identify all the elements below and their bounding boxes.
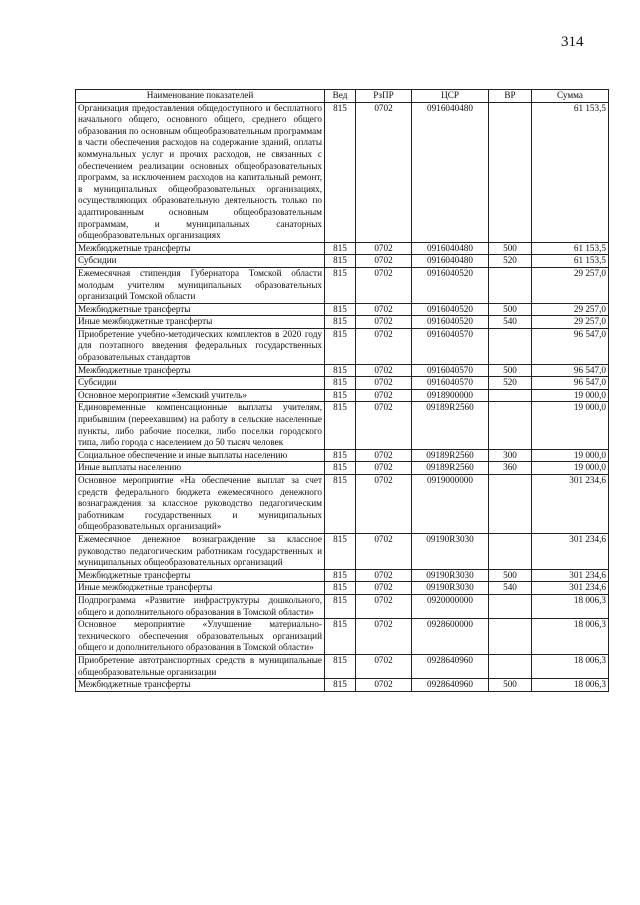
row-vr: [489, 619, 532, 655]
row-name: Межбюджетные трансферты: [76, 679, 325, 692]
row-vr: [489, 533, 532, 569]
table-row: [76, 654, 609, 678]
row-sum: 301 234,6: [532, 569, 609, 582]
row-rzpr: 0702: [356, 316, 412, 329]
row-rzpr: 0702: [356, 364, 412, 377]
row-sum: 96 547,0: [532, 328, 609, 364]
row-ved: 815: [325, 102, 356, 242]
row-sum: 61 153,5: [532, 102, 609, 242]
row-csr: 0919000000: [412, 475, 489, 534]
row-sum: 18 006,3: [532, 679, 609, 692]
row-rzpr: 0702: [356, 619, 412, 655]
table-row: [76, 594, 609, 618]
row-vr: [489, 102, 532, 242]
header-sum: Сумма: [532, 90, 609, 103]
row-vr: [489, 594, 532, 618]
row-vr: 500: [489, 303, 532, 316]
row-name: Межбюджетные трансферты: [76, 303, 325, 316]
row-rzpr: 0702: [356, 679, 412, 692]
row-csr: 0916040520: [412, 303, 489, 316]
row-sum: 19 000,0: [532, 402, 609, 449]
row-ved: 815: [325, 255, 356, 268]
table-row: [76, 533, 609, 569]
row-name: Ежемесячное денежное вознаграждение за классное руководство педагогическим работникам государственных и муниципальных общеобразовательных организаций: [76, 533, 325, 569]
table-row: [76, 582, 609, 595]
table-row: [76, 679, 609, 692]
row-csr: 09190R3030: [412, 582, 489, 595]
row-csr: 09190R3030: [412, 533, 489, 569]
row-ved: 815: [325, 582, 356, 595]
row-vr: 500: [489, 364, 532, 377]
row-ved: 815: [325, 594, 356, 618]
row-sum: 301 234,6: [532, 475, 609, 534]
row-rzpr: 0702: [356, 402, 412, 449]
row-csr: 0918900000: [412, 389, 489, 402]
row-sum: 18 006,3: [532, 619, 609, 655]
row-csr: 0916040520: [412, 267, 489, 303]
row-vr: [489, 328, 532, 364]
row-csr: 0916040520: [412, 316, 489, 329]
row-ved: 815: [325, 328, 356, 364]
row-rzpr: 0702: [356, 389, 412, 402]
row-ved: 815: [325, 449, 356, 462]
row-sum: 96 547,0: [532, 364, 609, 377]
row-sum: 96 547,0: [532, 377, 609, 390]
table-row: [76, 255, 609, 268]
row-vr: 540: [489, 582, 532, 595]
row-ved: 815: [325, 533, 356, 569]
row-name: Приобретение автотранспортных средств в муниципальные общеобразовательные организации: [76, 654, 325, 678]
header-name: Наименование показателей: [76, 90, 325, 103]
row-sum: 19 000,0: [532, 449, 609, 462]
table-row: [76, 364, 609, 377]
row-name: Иные выплаты населению: [76, 462, 325, 475]
row-ved: 815: [325, 402, 356, 449]
row-rzpr: 0702: [356, 328, 412, 364]
row-ved: 815: [325, 462, 356, 475]
header-rzpr: РзПР: [356, 90, 412, 103]
table-row: [76, 619, 609, 655]
row-name: Иные межбюджетные трансферты: [76, 316, 325, 329]
table-row: [76, 449, 609, 462]
row-name: Межбюджетные трансферты: [76, 364, 325, 377]
table-header: [76, 90, 609, 103]
row-vr: [489, 654, 532, 678]
row-csr: 0916040480: [412, 102, 489, 242]
row-rzpr: 0702: [356, 533, 412, 569]
row-sum: 29 257,0: [532, 316, 609, 329]
row-vr: 500: [489, 242, 532, 255]
row-csr: 0916040570: [412, 328, 489, 364]
row-name: Межбюджетные трансферты: [76, 569, 325, 582]
table-row: [76, 328, 609, 364]
row-name: Основное мероприятие «Земский учитель»: [76, 389, 325, 402]
row-name: Субсидии: [76, 255, 325, 268]
row-sum: 301 234,6: [532, 582, 609, 595]
row-sum: 61 153,5: [532, 242, 609, 255]
table-row: [76, 242, 609, 255]
row-name: Приобретение учебно-методических комплектов в 2020 году для поэтапного введения федеральных государственных образовательных стандартов: [76, 328, 325, 364]
row-rzpr: 0702: [356, 594, 412, 618]
row-ved: 815: [325, 242, 356, 255]
row-ved: 815: [325, 267, 356, 303]
row-name: Основное мероприятие «На обеспечение выплат за счет средств федерального бюджета ежемесячного денежного вознаграждения за классное руководство педагогическим работникам государственных и муниципальных общеобразовательных организаций»: [76, 475, 325, 534]
row-sum: 19 000,0: [532, 462, 609, 475]
row-sum: 19 000,0: [532, 389, 609, 402]
table-row: [76, 303, 609, 316]
row-rzpr: 0702: [356, 267, 412, 303]
table-row: [76, 462, 609, 475]
page-number: 314: [561, 34, 584, 50]
header-vr: ВР: [489, 90, 532, 103]
row-ved: 815: [325, 475, 356, 534]
row-rzpr: 0702: [356, 462, 412, 475]
row-vr: 300: [489, 449, 532, 462]
row-ved: 815: [325, 679, 356, 692]
row-ved: 815: [325, 654, 356, 678]
row-sum: 18 006,3: [532, 594, 609, 618]
table-body: [76, 102, 609, 691]
row-csr: 0916040570: [412, 364, 489, 377]
row-vr: 500: [489, 679, 532, 692]
row-rzpr: 0702: [356, 102, 412, 242]
row-vr: 520: [489, 255, 532, 268]
row-ved: 815: [325, 364, 356, 377]
row-csr: 0916040480: [412, 255, 489, 268]
table-row: [76, 389, 609, 402]
row-rzpr: 0702: [356, 449, 412, 462]
row-csr: 0916040570: [412, 377, 489, 390]
row-name: Субсидии: [76, 377, 325, 390]
row-rzpr: 0702: [356, 654, 412, 678]
row-vr: [489, 389, 532, 402]
row-name: Ежемесячная стипендия Губернатора Томской области молодым учителям муниципальных образовательных организаций Томской области: [76, 267, 325, 303]
row-ved: 815: [325, 316, 356, 329]
table-row: [76, 377, 609, 390]
row-csr: 0916040480: [412, 242, 489, 255]
row-vr: 360: [489, 462, 532, 475]
row-ved: 815: [325, 377, 356, 390]
table-row: [76, 102, 609, 242]
row-name: Единовременные компенсационные выплаты учителям, прибывшим (переехавшим) на работу в сельские населенные пункты, либо рабочие поселки, либо поселки городского типа, либо города с населением до 50 тысяч человек: [76, 402, 325, 449]
row-vr: [489, 402, 532, 449]
row-ved: 815: [325, 569, 356, 582]
row-sum: 18 006,3: [532, 654, 609, 678]
row-vr: [489, 475, 532, 534]
table-row: [76, 267, 609, 303]
table-row: [76, 475, 609, 534]
header-csr: ЦСР: [412, 90, 489, 103]
row-rzpr: 0702: [356, 569, 412, 582]
table-row: [76, 402, 609, 449]
budget-table: [75, 89, 609, 692]
row-vr: [489, 267, 532, 303]
row-name: Организация предоставления общедоступного и бесплатного начального общего, основного общего, среднего общего образования по основным общеобразовательным программам в части обеспечения расходов на содержание зданий, оплаты коммунальных услуг и прочих расходов, не связанных с обеспечением реализации основных общеобразовательных программ, за исключением расходов на капитальный ремонт, в муниципальных общеобразовательных организациях, осуществляющих образовательную деятельность только по адаптированным основным общеобразовательным программам, и муниципальных санаторных общеобразовательных организациях: [76, 102, 325, 242]
row-vr: 500: [489, 569, 532, 582]
row-sum: 61 153,5: [532, 255, 609, 268]
row-name: Подпрограмма «Развитие инфраструктуры дошкольного, общего и дополнительного образования в Томской области»: [76, 594, 325, 618]
row-rzpr: 0702: [356, 475, 412, 534]
table-row: [76, 569, 609, 582]
row-rzpr: 0702: [356, 303, 412, 316]
header-ved: Вед: [325, 90, 356, 103]
row-name: Социальное обеспечение и иные выплаты населению: [76, 449, 325, 462]
row-rzpr: 0702: [356, 255, 412, 268]
row-csr: 0920000000: [412, 594, 489, 618]
row-rzpr: 0702: [356, 377, 412, 390]
row-ved: 815: [325, 619, 356, 655]
row-csr: 0928640960: [412, 679, 489, 692]
row-sum: 29 257,0: [532, 267, 609, 303]
row-vr: 520: [489, 377, 532, 390]
table-row: [76, 316, 609, 329]
row-sum: 29 257,0: [532, 303, 609, 316]
row-rzpr: 0702: [356, 582, 412, 595]
row-ved: 815: [325, 303, 356, 316]
row-name: Иные межбюджетные трансферты: [76, 582, 325, 595]
row-vr: 540: [489, 316, 532, 329]
row-csr: 09190R3030: [412, 569, 489, 582]
row-ved: 815: [325, 389, 356, 402]
row-csr: 09189R2560: [412, 449, 489, 462]
row-name: Основное мероприятие «Улучшение материально-технического обеспечения образовательных организаций общего и дополнительного образования в Томской области»: [76, 619, 325, 655]
row-csr: 0928640960: [412, 654, 489, 678]
row-sum: 301 234,6: [532, 533, 609, 569]
row-csr: 09189R2560: [412, 462, 489, 475]
row-csr: 09189R2560: [412, 402, 489, 449]
row-name: Межбюджетные трансферты: [76, 242, 325, 255]
row-csr: 0928600000: [412, 619, 489, 655]
row-rzpr: 0702: [356, 242, 412, 255]
